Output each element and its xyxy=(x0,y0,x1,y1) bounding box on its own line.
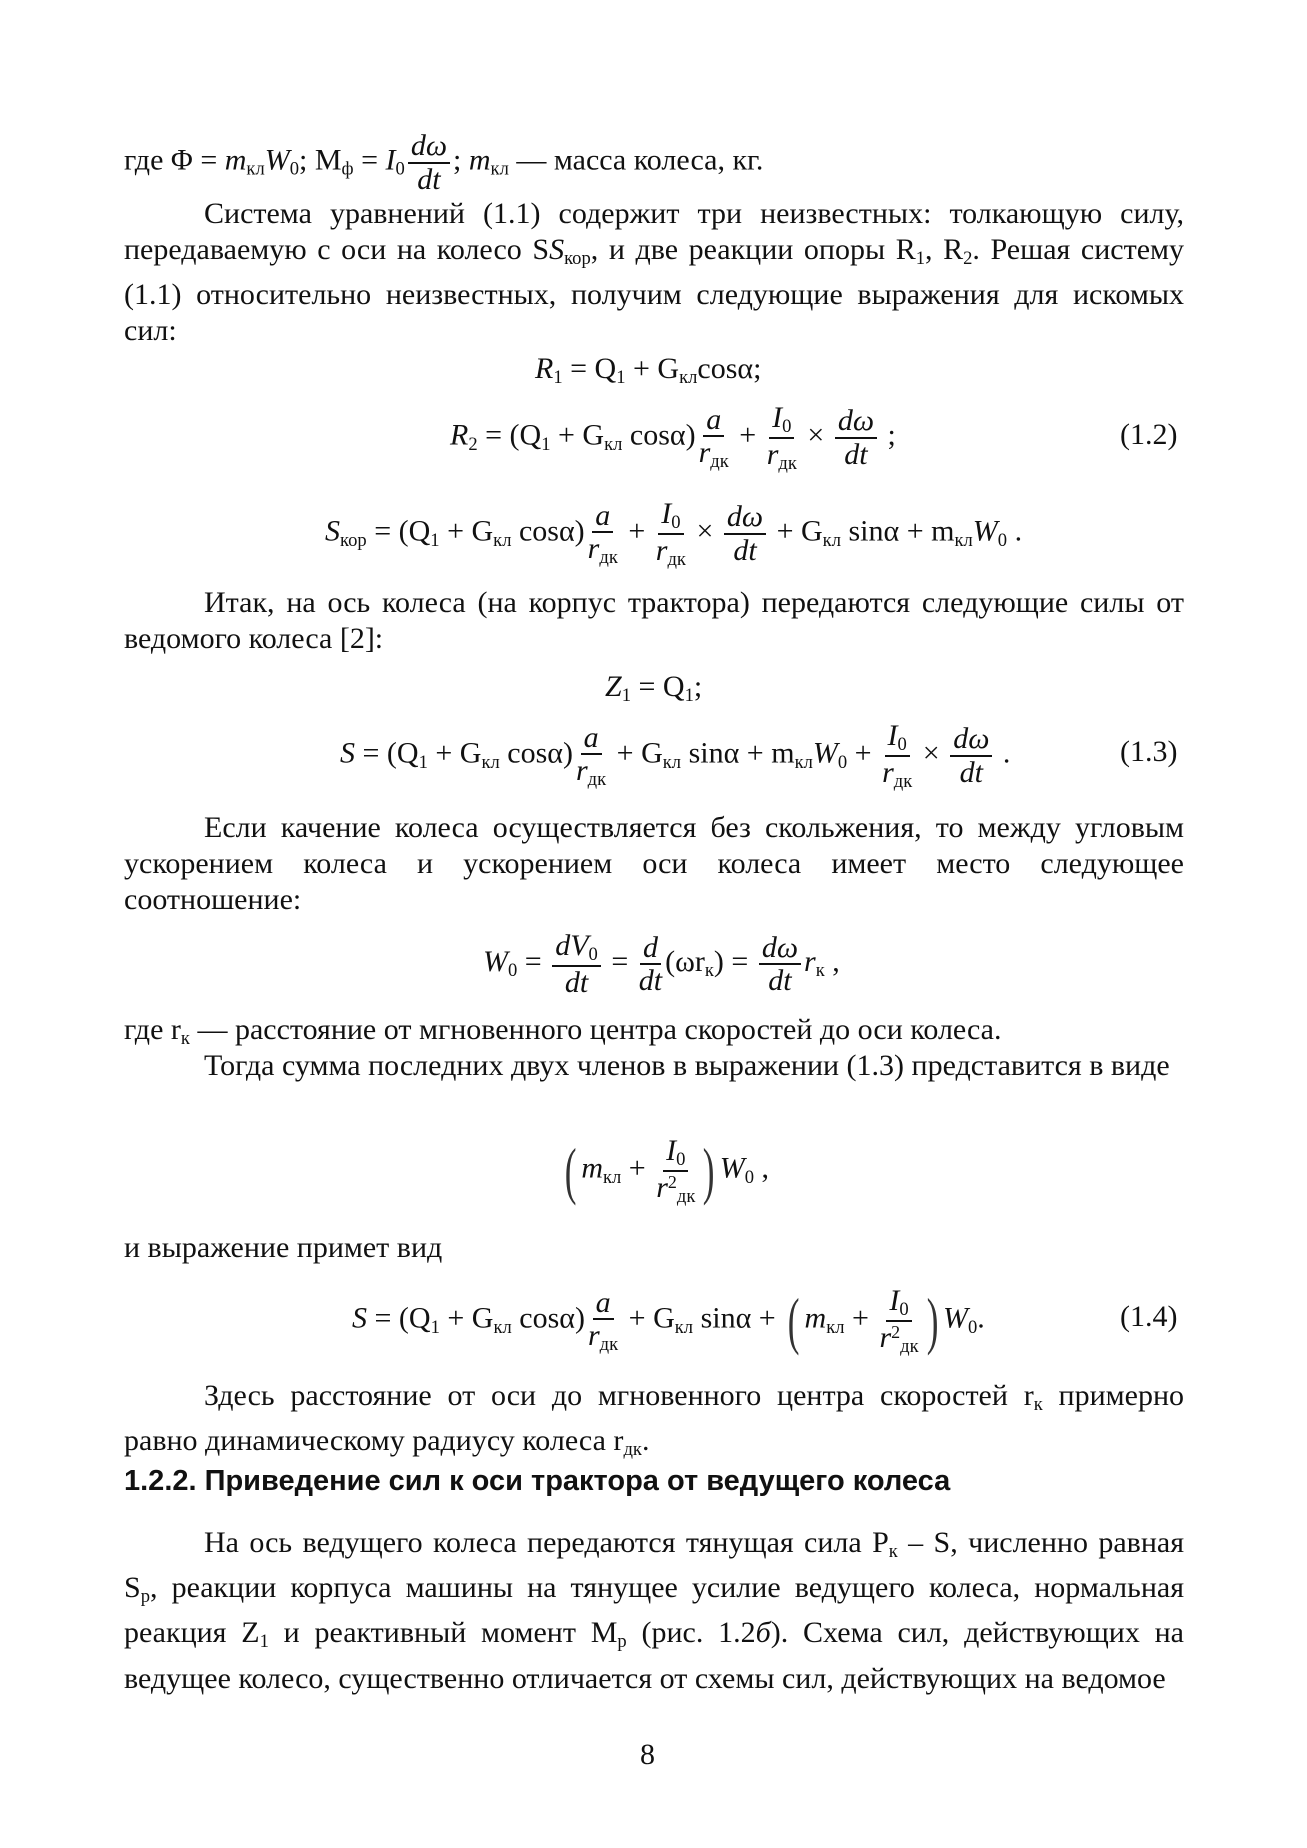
equation-r2: $R_2 = (Q_1 + G_{кл}$ cosα) $\frac{a}{r_{дк}}$ + $\frac{I_0}{r_{дк}}$ × $\frac{d\omega}{dt}$ ; xyxy=(450,401,896,474)
paragraph-5: Тогда сумма последних двух членов в выражении (1.3) представится в виде xyxy=(204,1049,1170,1082)
fraction: $\frac{d\omega}{dt}$ xyxy=(408,130,450,195)
paragraph-2: Итак, на ось колеса (на корпус трактора) передаются следующие силы от ведомого колеса [2]: xyxy=(124,586,1184,655)
subscript: 0 xyxy=(395,158,405,180)
equation-number: (1.2) xyxy=(1120,418,1178,451)
equation-s-kor: $S_{кор} = (Q_1 + G_{кл}$ cosα) $\frac{a}{r_{дк}}$ + $\frac{I_0}{r_{дк}}$ × $\frac{d\omega}{dt}$ + $G_{кл}$ $\sin\alpha + m_{кл}W_0$ . xyxy=(325,497,1023,570)
subscript: ф xyxy=(341,158,354,180)
subscript: кл xyxy=(490,158,509,180)
paragraph-6: и выражение примет вид xyxy=(124,1231,443,1264)
operator: = xyxy=(353,143,379,177)
paragraph-8: На ось ведущего колеса передаются тянущая сила $P_к$ – S, численно равная $S_р$, реакции корпуса машины на тянущее усилие ведущего колеса, нормальная реакция $Z_1$ и реактивный момент $M_р$ (рис. 1.2б). Схема сил, действующих на ведущее колесо, существенно отличается от схемы сил, действующих на ведомое xyxy=(124,1526,1184,1695)
equation-number: (1.3) xyxy=(1120,735,1178,768)
equation-sum: ( $m_{кл}$ + $\frac{I_0}{r^2_{дк}}$ ) $W_0$ , xyxy=(564,1134,770,1207)
equation-number: (1.4) xyxy=(1120,1300,1178,1333)
equation-s-final: $S = (Q_1 + G_{кл}$ cosα) $\frac{a}{r_{дк}}$ + $G_{кл}$ sinα + ( $m_{кл}$ + $\frac{I_0}{r^2_{дк}}$ ) $W_0$. xyxy=(352,1284,985,1357)
symbol: m xyxy=(224,143,247,177)
paragraph-3: Если качение колеса осуществляется без скольжения, то между угловым ускорением колеса и ускорением оси колеса имеет место следующее соотношение: xyxy=(124,811,1184,916)
intro-line: где $\Phi = m_{кл}W_0$; $М_ф = I_0$ $\frac{d\omega}{dt}$ ; $m_{кл}$ — масса колеса, кг. xyxy=(124,129,764,196)
intro-tail: — масса колеса, кг. xyxy=(508,143,764,177)
page-number: 8 xyxy=(640,1738,655,1771)
intro-text: где Φ = xyxy=(124,143,218,177)
equation-w0: $W_0$ = $\frac{dV_0}{dt}$ = $\frac{d}{dt}$ $(\omega r_к)$ = $\frac{d\omega}{dt}$ $r_к$ , xyxy=(483,929,840,999)
symbol: W xyxy=(264,143,290,177)
subscript: 0 xyxy=(289,158,300,180)
equation-r1: $R_1 = Q_1 + G_{кл}\cos\alpha$; xyxy=(535,352,762,389)
symbol: I xyxy=(385,143,396,177)
symbol: m xyxy=(468,143,491,177)
section-heading: 1.2.2. Приведение сил к оси трактора от ведущего колеса xyxy=(124,1465,951,1497)
equation-z1: $Z_1 = Q_1$; xyxy=(605,670,703,707)
equation-s: $S = (Q_1 + G_{кл}$ cosα) $\frac{a}{r_{дк}}$ + $G_{кл}$ $\sin\alpha + m_{кл}W_0$ + $\frac{I_0}{r_{дк}}$ × $\frac{d\omega}{dt}$ . xyxy=(340,719,1011,792)
subscript: кл xyxy=(246,158,265,180)
paragraph-7: Здесь расстояние от оси до мгновенного центра скоростей $r_к$ примерно равно динамическому радиусу колеса $r_{дк}$. xyxy=(124,1379,1184,1461)
paragraph-4: где $r_к$ — расстояние от мгновенного центра скоростей до оси колеса. xyxy=(124,1013,1002,1050)
symbol: ; М xyxy=(299,143,342,177)
paragraph-1: Система уравнений (1.1) содержит три неизвестных: толкающую силу, передаваемую с оси на колесо $SS_{кор}$, и две реакции опоры $R_1$, $R_2$. Решая систему (1.1) относительно неизвестных, получим следующие выражения для искомых сил: xyxy=(124,197,1184,348)
